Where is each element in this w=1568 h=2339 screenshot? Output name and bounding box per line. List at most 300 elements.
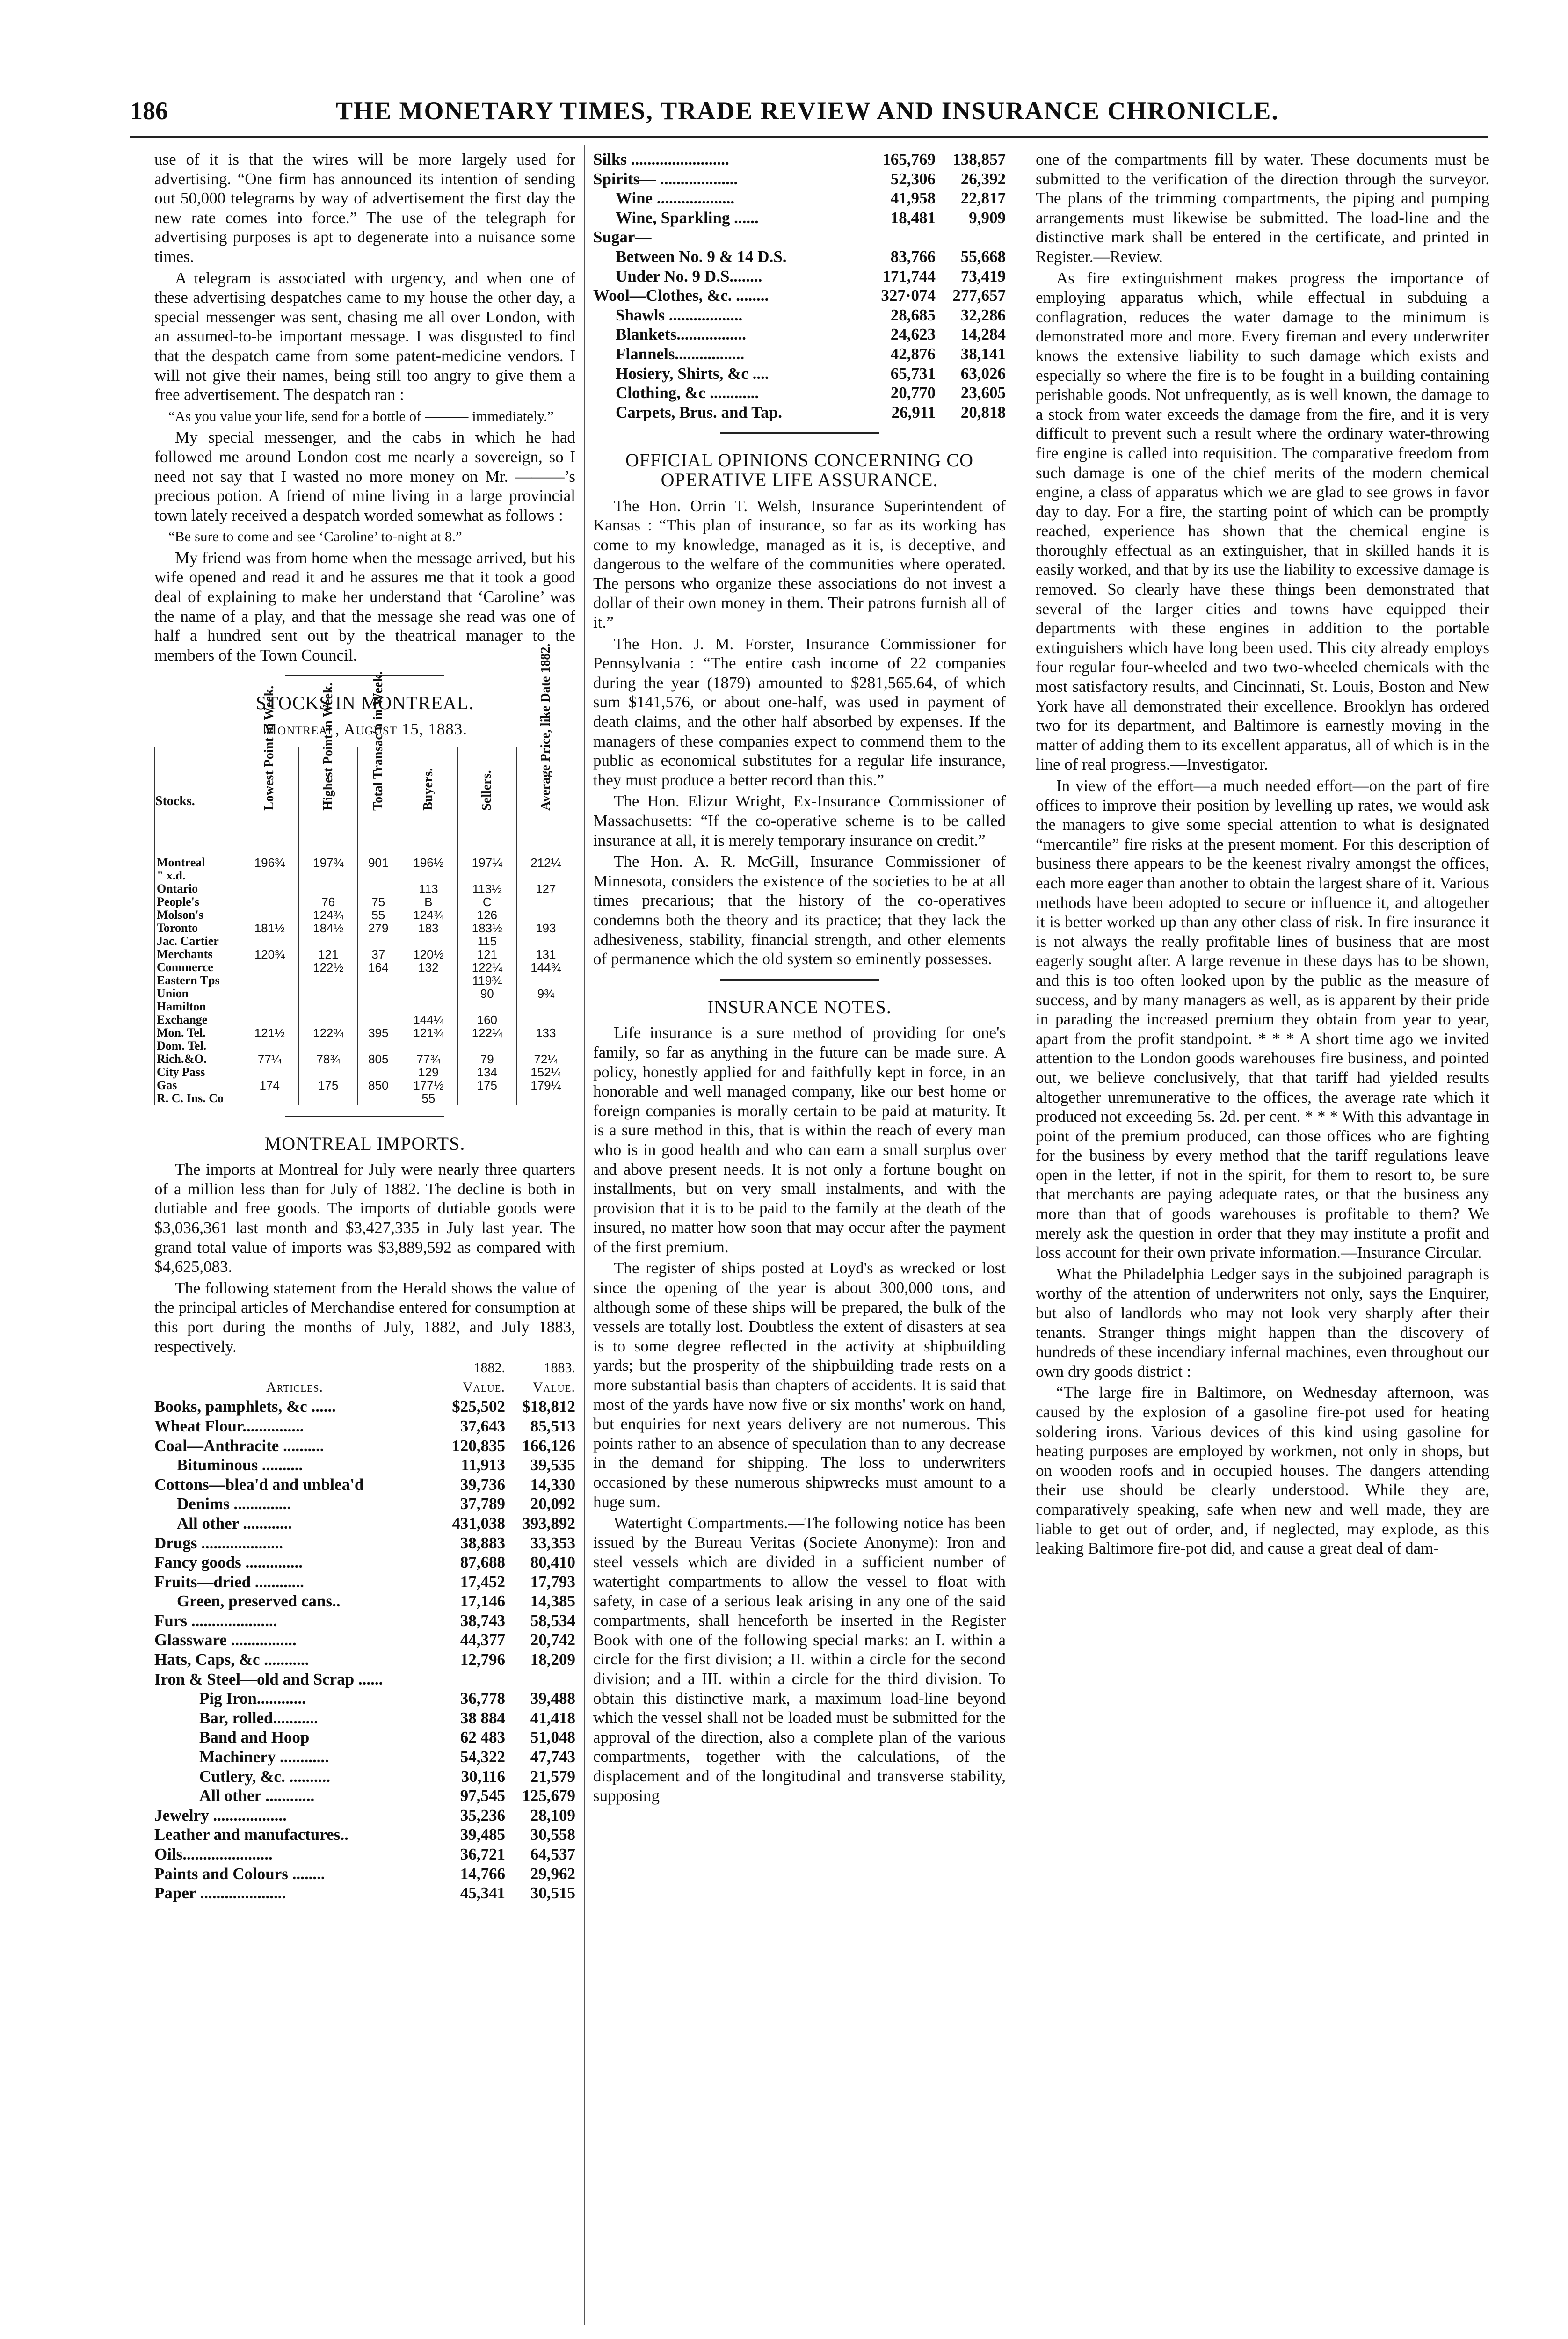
value-1883: 58,534 (530, 1611, 575, 1630)
value-1883: 30,558 (530, 1825, 575, 1844)
paragraph: Life insurance is a sure method of providing for one's family, so far as anything in the future can be made sure. A policy, honestly applied for and faithfully kept in force, in an honorable and well managed company, like our best home or foreign companies is morally certain to be paid at maturity. It is a sure method in this, that is within the reach of every man who is in good health and who can earn a small surplus over and above present needs. It is not only a fortune bought on installments, but on very small instalments, and with the provision that it is to be paid to the family at the death of the insured, no matter how soon that may occur after the payment of the first premium. (593, 1024, 1006, 1256)
stock-value: 212¼ (516, 856, 575, 869)
value-1882: 120,835 (452, 1436, 505, 1455)
stock-value: 79 (458, 1053, 516, 1066)
value-1883: 47,743 (530, 1748, 575, 1766)
value-1882: 54,322 (460, 1748, 505, 1766)
stock-value (299, 1092, 357, 1105)
section-rule (285, 675, 444, 676)
stock-value: 120½ (399, 948, 457, 961)
stock-value (516, 1092, 575, 1105)
year-header-row (154, 1358, 575, 1378)
import-row (154, 1845, 575, 1864)
stock-name: Merchants (155, 948, 240, 961)
article-name: Between No. 9 & 14 D.S. (616, 247, 787, 266)
stock-value (299, 1039, 357, 1053)
import-row (593, 364, 1006, 384)
stock-value (240, 987, 299, 1000)
stock-value (299, 987, 357, 1000)
import-row (154, 1533, 575, 1553)
article-name: Hosiery, Shirts, &c .... (616, 364, 769, 383)
stock-value (299, 1000, 357, 1013)
value-1882: 171,744 (882, 267, 936, 285)
article-name: Oils...................... (154, 1845, 273, 1863)
stock-value (399, 1000, 457, 1013)
value-1883: 41,418 (530, 1708, 575, 1727)
stock-value: 121¾ (399, 1026, 457, 1039)
stock-name: R. C. Ins. Co (155, 1092, 240, 1105)
stock-value: 122½ (299, 961, 357, 974)
stock-value (240, 882, 299, 895)
stock-value: 129 (399, 1066, 457, 1079)
paragraph: The Hon. J. M. Forster, Insurance Commissioner for Pennsylvania : “The entire cash income of 22 companies during the year (1879) amounted to $281,565.64, of which sum $141,576, or about one-half, was used in payment of death claims, and the other half absorbed by expenses. If the managers of these companies expect to commend them to the public as economical substitutes for a regular life insurance, they must produce a better record than this.” (593, 634, 1006, 789)
import-row (154, 1611, 575, 1631)
stock-value (516, 974, 575, 987)
stock-value: 901 (357, 856, 399, 869)
value-1883: $18,812 (522, 1397, 575, 1416)
stocks-row (155, 882, 575, 895)
header-rule (130, 136, 1488, 138)
import-row (154, 1767, 575, 1787)
value-1883: 14,284 (960, 325, 1006, 344)
value-1883: 20,092 (530, 1495, 575, 1513)
masthead-title: THE MONETARY TIMES, TRADE REVIEW AND INSURANCE CHRONICLE. (336, 97, 1279, 125)
import-row (154, 1436, 575, 1456)
stocks-row (155, 1092, 575, 1105)
stocks-row (155, 1053, 575, 1066)
stock-value: 805 (357, 1053, 399, 1066)
stocks-dateline: Montreal, August 15, 1883. (262, 720, 467, 739)
stock-value: 121½ (240, 1026, 299, 1039)
stock-name: People's (155, 895, 240, 908)
stocks-row (155, 1013, 575, 1026)
stock-name: Hamilton (155, 1000, 240, 1013)
year-header: 1883. (544, 1360, 575, 1376)
value-1882 (435, 1670, 505, 1689)
value-1883: 26,392 (960, 169, 1006, 188)
stocks-column-header (357, 671, 399, 856)
import-row (593, 325, 1006, 344)
import-row (154, 1553, 575, 1572)
stock-value (399, 974, 457, 987)
stock-value (357, 1013, 399, 1026)
article-name: Glassware ................ (154, 1631, 297, 1649)
value-1882: 38,743 (460, 1611, 505, 1630)
value-1882: 20,770 (890, 384, 936, 402)
stock-value: 164 (357, 961, 399, 974)
paragraph: My friend was from home when the message arrived, but his wife opened and read it and he assures me that it took a good deal of explaining to make her understand that ‘Caroline’ was the name of a play, and that the message she read was one of half a hundred sent out by the theatrical manager to the members of the Town Council. (154, 548, 575, 664)
stock-value (240, 1013, 299, 1026)
stock-value: 122¼ (458, 961, 516, 974)
imports-table (154, 1358, 575, 1903)
stock-value: 76 (299, 895, 357, 908)
import-row (154, 1591, 575, 1611)
import-row (154, 1475, 575, 1495)
value-1882: 83,766 (890, 247, 936, 266)
stocks-column-header (299, 683, 357, 856)
value-1882: 39,736 (460, 1475, 505, 1494)
stock-value (240, 974, 299, 987)
paragraph: one of the compartments fill by water. These documents must be submitted to the verification of the direction through the surveyor. The plans of the trimming compartments, the piping and pumping arrangements must likewise be submitted. The load-line and the distinctive mark shall be entered in the certificate, and printed in Register.—Review. (1036, 150, 1489, 266)
import-row (593, 286, 1006, 305)
stock-value: 77¼ (240, 1053, 299, 1066)
import-row (154, 1786, 575, 1806)
paragraph: The Hon. Elizur Wright, Ex-Insurance Commissioner of Massachusetts: “If the co-operative scheme is to be called insurance at all, it is merely temporary insurance on credit.” (593, 792, 1006, 850)
stock-value: 196¾ (240, 856, 299, 869)
stock-value: 175 (299, 1079, 357, 1092)
stock-value: 179¼ (516, 1079, 575, 1092)
stock-value (516, 1000, 575, 1013)
stock-name: Exchange (155, 1013, 240, 1026)
import-row (154, 1650, 575, 1670)
value-1882: 26,911 (891, 403, 936, 421)
stock-value: 113 (399, 882, 457, 895)
article-name: Furs ..................... (154, 1611, 277, 1630)
article-name: Shawls .................. (616, 305, 743, 324)
stock-value (516, 908, 575, 922)
stock-value: 72¼ (516, 1053, 575, 1066)
stock-value (357, 987, 399, 1000)
stock-value (240, 908, 299, 922)
article-name: Under No. 9 D.S........ (616, 267, 762, 285)
stock-name: Toronto (155, 922, 240, 935)
value-1882: 41,958 (890, 189, 936, 208)
stock-value: 77¾ (399, 1053, 457, 1066)
value-1882: 65,731 (890, 364, 936, 383)
stocks-row (155, 961, 575, 974)
article-name: Hats, Caps, &c ........... (154, 1650, 309, 1669)
stocks-row (155, 908, 575, 922)
stock-value: 124¾ (399, 908, 457, 922)
value-1882: 14,766 (460, 1864, 505, 1883)
paragraph: The register of ships posted at Loyd's as wrecked or lost since the opening of the year is about 300,000 tons, and although some of these ships will be prepared, the bulk of the vessels are totally lost. Doubtless the extent of disasters at sea is to some degree reflected in the activity at shipbuilding yards; but the prosperity of the shipbuilding trade rests on a more substantial basis than chapters of accidents. It is said that most of the yards have now five or six months' work on hand, but enquiries for next years delivery are not numerous. This points rather to an absence of speculation than to any decrease in the demand for shipping. The loss to underwriters occasioned by these numerous shipwrecks must amount to a huge sum. (593, 1259, 1006, 1511)
stocks-row (155, 1000, 575, 1013)
value-1882: 37,643 (460, 1416, 505, 1435)
paragraph: The Hon. Orrin T. Welsh, Insurance Superintendent of Kansas : “This plan of insurance, so far as its working has come to my knowledge, managed as it is, is deceptive, and dangerous to the welfare of the communities where operated. The persons who organize these associations do not invest a dollar of their own money in them. Their patrons furnish all of it.” (593, 496, 1006, 632)
stock-value (399, 935, 457, 948)
article-name: Fancy goods .............. (154, 1553, 303, 1572)
paragraph: As fire extinguishment makes progress the importance of employing apparatus which, while effectual in subduing a conflagration, reduces the water damage to the minimum is demonstrated more and more. Every fireman and every underwriter knows the extensive liability to such damage which exists and especially so where the fire is to be fought in a building containing perishable goods. Not unfrequently, as is well known, the damage to a stock from water exceeds the damage from the fire, and it is very difficult to prevent such a result where the ordinary water-throwing fire engine is called into requisition. The comparative freedom from such damage is one of the chief merits of the modern chemical engine, a class of apparatus which we are glad to see grows in favor day to day. For a fire, the starting point of which can be promptly reached, experience has shown that the chemical engine is thoroughly effectual as an extinguisher, that in skilled hands it is easily worked, and that by its use the liability to excessive damage is removed. So clearly have these things been demonstrated that several of the larger cities and towns have equipped their departments with these engines in addition to the portable extinguishers which have long been used. This city already employs four regular four-wheeled and two two-wheeled chemicals with the most satisfactory results, and Cincinnati, St. Louis, Boston and New York have all demonstrated their excellence. Brooklyn has ordered two for its department, and Baltimore is earnestly moving in the matter of adding them to its excellent apparatus, all of which is in the line of real progress.—Investigator. (1036, 269, 1490, 774)
paragraph: The imports at Montreal for July were nearly three quarters of a million less than for July of 1882. The decline is both in dutiable and free goods. The imports of dutiable goods were $3,036,361 last month and $3,427,335 in July last year. The grand total value of imports was $3,889,592 as compared with $4,625,083. (154, 1160, 575, 1276)
value-1883: 51,048 (530, 1728, 575, 1747)
stock-value: 121 (458, 948, 516, 961)
value-1882: 165,769 (882, 150, 936, 168)
value-1882: 97,545 (460, 1787, 505, 1805)
import-row (154, 1825, 575, 1845)
value-1883: 18,209 (530, 1650, 575, 1669)
import-row (154, 1514, 575, 1533)
stock-value: 55 (399, 1092, 457, 1105)
stock-value: 144¼ (399, 1013, 457, 1026)
stock-value (516, 935, 575, 948)
stock-value: 134 (458, 1066, 516, 1079)
stock-value (240, 935, 299, 948)
stocks-column-header: Stocks. (155, 747, 240, 856)
year-header: 1882. (473, 1360, 505, 1376)
stocks-column-header-label: Sellers. (479, 770, 494, 811)
column-divider (584, 145, 585, 2325)
article-name: Cottons—blea'd and unblea'd (154, 1475, 364, 1494)
value-1883: 80,410 (530, 1553, 575, 1572)
paragraph: In view of the effort—a much needed effort—on the part of fire offices to improve their position by levelling up rates, we would ask the managers to give some special attention to what is designated “mercantile” fire risks at the present moment. For this description of business there appears to be the keenest rivalry amongst the offices, each more eager than another to obtain the largest share of it. Various methods have been adopted to secure or influence it, and altogether it is better worked up than any other class of risk. In fire insurance it is not always the really profitable lines of business that are most eagerly sought after. A large revenue in these days has to be shown, and this is too often looked upon by the public as the measure of success, and by many managers as well, as is apparent by their pride in parading the increased premium they obtain from year to year, apart from the profit standpoint. * * * A short time ago we invited attention to the London goods warehouses fire business, and pointed out, we believe conclusively, that that tariff had yielded results altogether unremunerative to the offices, the average rate which it produced not exceeding 5s. 2d. per cent. * * * With this advantage in point of the premium produced, can those offices who are fighting for the business by every method that the tariff regulations leave open in the letter, if not in the spirit, for them to resort to, be sure that merchants are paying adequate rates, or that the business any more than that of goods warehouses is profitable to them? We merely ask the question in order that they may institute a profit and loss account for their own private information.—Insurance Circular. (1036, 777, 1489, 1262)
column-2 (593, 150, 1006, 1807)
stock-value: 193 (516, 922, 575, 935)
stock-value (399, 987, 457, 1000)
stock-value (299, 974, 357, 987)
value-1883: 393,892 (522, 1514, 575, 1533)
paragraph: use of it is that the wires will be more largely used for advertising. “One firm has announced its intention of sending out 50,000 telegrams by way of advertisement the first day the new rate comes into force.” The use of the telegraph for advertising purposes is apt to degenerate into a nuisance some times. (154, 150, 575, 266)
stocks-column-header-label: Highest Point in Week. (320, 683, 335, 811)
value-1882: 38 884 (460, 1708, 505, 1727)
quotation: “Be sure to come and see ‘Caroline’ to-night at 8.” (168, 528, 462, 545)
paragraph: My special messenger, and the cabs in which he had followed me around London cost me nearly a sovereign, so I need not say that I wasted no more money on Mr. ———’s precious potion. A friend of mine living in a large provincial town lately received a despatch worded somewhat as follows : (154, 428, 575, 524)
stocks-row (155, 895, 575, 908)
value-1882: 44,377 (460, 1631, 505, 1649)
stock-value: 75 (357, 895, 399, 908)
import-row (593, 169, 1006, 189)
stock-value (240, 895, 299, 908)
section-heading-opinions: OFFICIAL OPINIONS CONCERNING CO OPERATIVE LIFE ASSURANCE. (625, 450, 973, 490)
value-1883: 21,579 (530, 1767, 575, 1786)
value-1882: $25,502 (452, 1397, 505, 1416)
value-1882: 36,778 (460, 1689, 505, 1708)
stock-value: 127 (516, 882, 575, 895)
stock-value: 197¾ (299, 856, 357, 869)
article-name: Coal—Anthracite .......... (154, 1436, 324, 1455)
stock-value: 181½ (240, 922, 299, 935)
value-1883: 64,537 (530, 1845, 575, 1863)
value-1883 (936, 227, 1006, 247)
column-header: Value. (462, 1379, 505, 1395)
paragraph: What the Philadelphia Ledger says in the subjoined paragraph is worthy of the attention of underwriters not only, says the Enquirer, but also of landlords who may not look very sharply after their tenants. Stranger things might happen than the discovery of hundreds of these incendiary infernal machines, even throughout our own dry goods district : (1036, 1264, 1489, 1380)
stocks-column-header (240, 685, 299, 856)
article-name: Bar, rolled........... (199, 1708, 318, 1727)
value-1882: 28,685 (890, 305, 936, 324)
import-row (154, 1630, 575, 1650)
stock-value: 132 (399, 961, 457, 974)
stock-name: Jac. Cartier (155, 935, 240, 948)
stock-value (458, 869, 516, 882)
value-1883: 39,488 (530, 1689, 575, 1708)
article-name: Drugs .................... (154, 1533, 283, 1552)
value-1882: 17,452 (460, 1572, 505, 1591)
value-1883: 38,141 (960, 344, 1006, 363)
article-name: Sugar— (593, 228, 652, 247)
stock-value: 90 (458, 987, 516, 1000)
value-1882: 52,306 (890, 169, 936, 188)
stocks-row (155, 974, 575, 987)
column-header: Articles. (266, 1379, 324, 1395)
stock-value: 120¾ (240, 948, 299, 961)
stock-name: Commerce (155, 961, 240, 974)
stock-value: 175 (458, 1079, 516, 1092)
stock-value (299, 1013, 357, 1026)
stocks-row (155, 1066, 575, 1079)
article-name: Paper ..................... (154, 1884, 286, 1903)
section-heading-insurance-notes: INSURANCE NOTES. (707, 996, 892, 1017)
import-row (154, 1864, 575, 1884)
value-1883: 55,668 (960, 247, 1006, 266)
stock-value: B (399, 895, 457, 908)
stock-value: 183½ (458, 922, 516, 935)
value-1883: 20,818 (960, 403, 1006, 421)
stock-value (516, 895, 575, 908)
article-name: Silks ........................ (593, 150, 729, 168)
stock-value: 55 (357, 908, 399, 922)
article-name: Wheat Flour............... (154, 1416, 304, 1435)
stocks-row (155, 987, 575, 1000)
value-1882: 30,116 (461, 1767, 505, 1786)
stock-value (399, 1039, 457, 1053)
import-row (154, 1883, 575, 1903)
value-1882: 39,485 (460, 1825, 505, 1844)
value-1882: 36,721 (460, 1845, 505, 1863)
article-name: Carpets, Brus. and Tap. (616, 403, 782, 421)
stock-name: City Pass (155, 1066, 240, 1079)
stock-name: " x.d. (155, 869, 240, 882)
import-row (154, 1416, 575, 1436)
value-1883 (505, 1670, 575, 1689)
value-1882: 42,876 (890, 344, 936, 363)
value-1882: 11,913 (461, 1456, 505, 1475)
page-number: 186 (130, 97, 168, 125)
article-name: Cutlery, &c. .......... (199, 1767, 330, 1786)
article-name: Pig Iron............ (199, 1689, 306, 1708)
stock-value (458, 1000, 516, 1013)
stock-name: Ontario (155, 882, 240, 895)
value-1883: 166,126 (522, 1436, 575, 1455)
value-1882: 24,623 (890, 325, 936, 344)
value-1883: 22,817 (960, 189, 1006, 208)
stock-value: 177½ (399, 1079, 457, 1092)
value-1883: 138,857 (952, 150, 1006, 168)
stock-value (357, 974, 399, 987)
stock-value (357, 869, 399, 882)
article-name: Blankets................. (616, 325, 747, 344)
stock-value (516, 869, 575, 882)
article-name: Wine, Sparkling ...... (616, 208, 759, 227)
value-1882: 35,236 (460, 1806, 505, 1824)
stock-value (299, 935, 357, 948)
import-row (154, 1708, 575, 1728)
stock-value (240, 1066, 299, 1079)
stock-value: 9¾ (516, 987, 575, 1000)
article-name: All other ............ (177, 1514, 292, 1533)
stock-name: Mon. Tel. (155, 1026, 240, 1039)
value-1882: 12,796 (460, 1650, 505, 1669)
value-1883: 23,605 (960, 384, 1006, 402)
stocks-row (155, 922, 575, 935)
article-name: Denims .............. (177, 1495, 291, 1513)
import-row (593, 403, 1006, 422)
column-1 (154, 150, 575, 1903)
stock-value (458, 1092, 516, 1105)
value-1883: 63,026 (960, 364, 1006, 383)
stock-value: 115 (458, 935, 516, 948)
import-row (593, 247, 1006, 267)
import-row (154, 1494, 575, 1514)
stock-value: 126 (458, 908, 516, 922)
stocks-row (155, 1039, 575, 1053)
stock-value (240, 1039, 299, 1053)
stock-value: 395 (357, 1026, 399, 1039)
section-rule (720, 979, 879, 981)
value-1883: 28,109 (530, 1806, 575, 1824)
stock-value (299, 1066, 357, 1079)
import-row (154, 1572, 575, 1592)
import-row (593, 267, 1006, 286)
import-row (154, 1747, 575, 1767)
value-1882: 18,481 (890, 208, 936, 227)
stock-name: Dom. Tel. (155, 1039, 240, 1053)
import-row (593, 150, 1006, 169)
value-1883: 32,286 (960, 305, 1006, 324)
value-1883: 29,962 (530, 1864, 575, 1883)
stock-name: Gas (155, 1079, 240, 1092)
imports-table-continued (593, 150, 1006, 422)
stock-value: 197¼ (458, 856, 516, 869)
value-1883: 39,535 (530, 1456, 575, 1475)
stock-value (516, 1013, 575, 1026)
stock-value (357, 1039, 399, 1053)
stock-value: 122¼ (458, 1026, 516, 1039)
stock-value (458, 1039, 516, 1053)
paragraph: The following statement from the Herald shows the value of the principal articles of Merchandise entered for consumption at this port during the months of July, 1882, and July 1883, respectively. (154, 1278, 575, 1356)
stock-value (240, 961, 299, 974)
stocks-row (155, 948, 575, 961)
value-1883: 30,515 (530, 1884, 575, 1903)
value-1883: 277,657 (952, 286, 1006, 305)
import-row (593, 189, 1006, 208)
value-1882: 62 483 (460, 1728, 505, 1747)
article-name: Jewelry .................. (154, 1806, 287, 1824)
stocks-column-header-label: Buyers. (421, 768, 436, 811)
section-rule (720, 432, 879, 434)
column-header-row (154, 1378, 575, 1397)
value-1883: 17,793 (530, 1572, 575, 1591)
value-1883: 33,353 (530, 1533, 575, 1552)
value-1882 (865, 227, 936, 247)
value-1882: 45,341 (460, 1884, 505, 1903)
value-1882: 87,688 (460, 1553, 505, 1572)
column-3 (1036, 150, 1489, 1560)
stock-value (357, 1092, 399, 1105)
section-heading-stocks: STOCKS IN MONTREAL. (255, 692, 474, 714)
stock-value: 196½ (399, 856, 457, 869)
stock-value: 37 (357, 948, 399, 961)
stocks-column-header-label: Average Price, like Date 1882. (538, 643, 553, 811)
value-1882: 38,883 (460, 1533, 505, 1552)
article-name: Books, pamphlets, &c ...... (154, 1397, 336, 1416)
stocks-row (155, 869, 575, 882)
stock-name: Union (155, 987, 240, 1000)
article-name: Leather and manufactures.. (154, 1825, 348, 1844)
value-1883: 9,909 (969, 208, 1006, 227)
stock-value: 850 (357, 1079, 399, 1092)
value-1882: 37,789 (460, 1495, 505, 1513)
value-1882: 17,146 (460, 1592, 505, 1611)
stocks-column-header (458, 747, 516, 856)
paragraph: A telegram is associated with urgency, and when one of these advertising despatches came to my house the other day, a special messenger was sent, chasing me all over London, with an assumed-to-be important message. I was disgusted to find that the despatch came from some patent-medicine vendors. I will not give their names, being still too angry to give them a free advertisement. The despatch ran : (154, 269, 575, 404)
stock-value: 133 (516, 1026, 575, 1039)
value-1883: 20,742 (530, 1631, 575, 1649)
stock-name: Montreal (155, 856, 240, 869)
paragraph: “The large fire in Baltimore, on Wednesday afternoon, was caused by the explosion of a gasoline fire-pot used for heating soldering irons. Various devices of this kind using gasoline for heating purposes are employed by workmen, not only in shops, but on wooden roofs and in occupied houses. The dangers attending their use should be clearly understood. While they are, comparatively speaking, safe when new and well made, they are liable to get out of order, and, if neglected, may explode, as this leaking Baltimore fire-pot did, and cause a great deal of dam- (1036, 1383, 1489, 1558)
stock-value (299, 869, 357, 882)
page-header (130, 94, 1487, 131)
column-header: Value. (532, 1379, 575, 1395)
stock-value: 113½ (458, 882, 516, 895)
